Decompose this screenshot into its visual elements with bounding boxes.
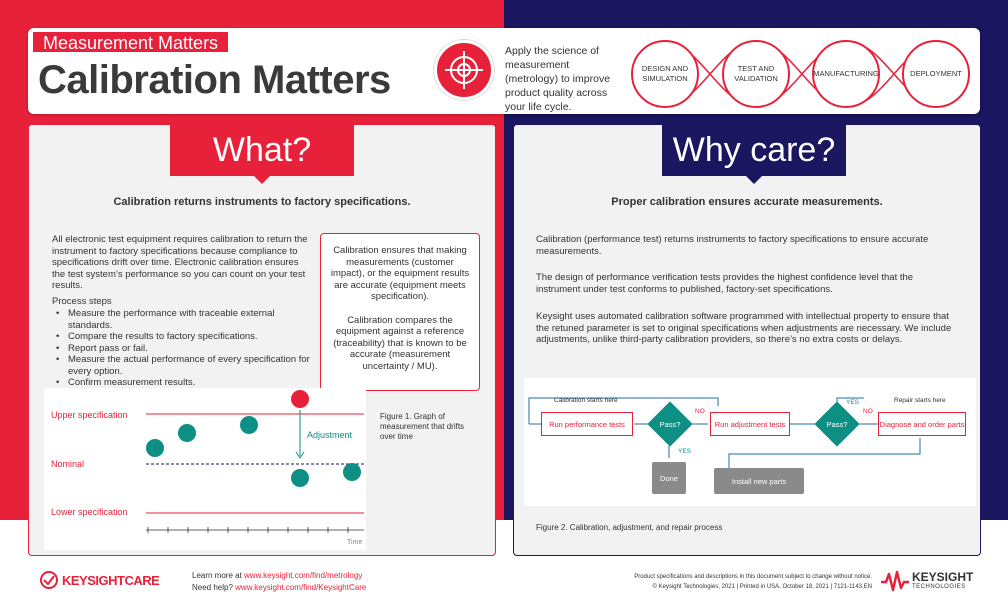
upper-spec-label: Upper specification [51, 410, 128, 420]
keysight-logo [880, 568, 980, 594]
why-para-1: Calibration (performance test) returns instruments to factory specifications to ensure accurate measurements. [536, 234, 929, 257]
keysight-wave-icon [880, 570, 910, 592]
out-of-spec-point [291, 390, 309, 408]
calib-start-label: Calibration starts here [554, 397, 618, 404]
what-heading: What? [170, 124, 354, 176]
why-para-2: The design of performance verification tests provides the highest confidence level that the instrument under test conforms to published, factory-set specifications. [536, 272, 914, 295]
footer-legal [580, 572, 872, 592]
adjusted-point [291, 469, 309, 487]
pass-label-1: Pass? [659, 420, 681, 429]
what-subheading: Calibration returns instruments to factory specifications. [113, 196, 411, 208]
no-label-1: NO [695, 408, 705, 415]
done-box: Done [652, 462, 686, 494]
footer-links [192, 570, 366, 594]
why-heading: Why care? [662, 124, 846, 176]
copyright-text: © Keysight Technologies, 2021 | Printed in USA, October 18, 2021 | 7121-1143.EN [652, 584, 872, 590]
metrology-link[interactable]: www.keysight.com/find/metrology [244, 571, 363, 580]
yes-label-1: YES [678, 448, 692, 455]
process-flowchart [524, 378, 976, 506]
lower-spec-label: Lower specification [51, 507, 128, 517]
callout-text-1: Calibration ensures that making measurements (customer impact), or the equipment results are accurate (equipment meets specification). [330, 245, 470, 302]
time-axis-label: Time [347, 539, 363, 546]
stage-test: TEST AND VALIDATION [722, 40, 790, 108]
run-performance-tests-box: Run performance tests [541, 412, 633, 436]
figure-1-caption: Figure 1. Graph of measurement that drifts over time [380, 412, 465, 441]
keysight-brand-name: KEYSIGHT [912, 570, 974, 584]
kicker-label: Measurement Matters [32, 31, 229, 53]
measurement-point [343, 463, 361, 481]
keysightcare-logo-icon [36, 570, 62, 590]
pass-label-2: Pass? [826, 420, 848, 429]
why-para-3: Keysight uses automated calibration software programmed with intellectual property to ensure that the retuned parameter is set to original specifications when adjustments are necessary. We include adjustments, unlike third-party calibration providers, so there’s no extra costs or delays. [536, 311, 952, 345]
repair-start-label: Repair starts here [894, 397, 946, 404]
drift-chart [44, 388, 366, 550]
callout-text-2: Calibration compares the equipment against a reference (traceability) that is known to be accurate (measurement uncertainty / MU). [333, 314, 467, 372]
keysightcare-link[interactable]: www.keysight.com/find/KeysightCare [235, 583, 367, 592]
measurement-point [146, 439, 164, 457]
nominal-label: Nominal [51, 459, 85, 469]
diagnose-box: Diagnose and order parts [878, 412, 966, 436]
tagline: Apply the science of measurement (metrology) to improve product quality across your life cycle. [505, 45, 611, 113]
calibration-callout [320, 233, 480, 391]
target-icon [434, 40, 494, 100]
stage-deployment: DEPLOYMENT [902, 40, 970, 108]
keysightcare-logo [36, 570, 176, 590]
list-item: • Measure the actual performance of every specification for every option. [52, 354, 314, 377]
measurement-point [240, 416, 258, 434]
steps-list [52, 308, 314, 389]
no-label-2: NO [863, 408, 873, 415]
need-help-prefix: Need help? [192, 583, 236, 592]
list-item: • Measure the performance with traceable external standards. [52, 308, 314, 331]
figure-2-caption: Figure 2. Calibration, adjustment, and repair process [536, 523, 723, 532]
what-intro: All electronic test equipment requires calibration to return the instrument to factory specifications because compliance to specifications drift over time. Electronic calibration ensures the test system’s performance so you can count on your test results. [52, 234, 308, 291]
list-item: • Compare the results to factory specifications. [52, 331, 314, 343]
keysight-brand-sub: TECHNOLOGIES [912, 584, 966, 590]
disclaimer-text: Product specifications and descriptions in this document subject to change without notice. [634, 574, 872, 580]
learn-more-prefix: Learn more at [192, 571, 245, 580]
adjustment-label: Adjustment [307, 430, 353, 440]
list-item: • Confirm measurement results. [52, 377, 314, 389]
install-parts-box: Install new parts [714, 468, 804, 494]
keysightcare-logo-text: KEYSIGHTCARE [62, 572, 160, 588]
stage-manufacturing: MANUFACTURING [812, 40, 880, 108]
list-item: • Report pass or fail. [52, 343, 314, 355]
run-adjustment-tests-box: Run adjustment tests [710, 412, 790, 436]
yes-label-2: YES [846, 399, 860, 406]
steps-label: Process steps [52, 296, 112, 307]
page-title: Calibration Matters [38, 58, 391, 102]
stage-design: DESIGN AND SIMULATION [631, 40, 699, 108]
measurement-point [178, 424, 196, 442]
why-subheading: Proper calibration ensures accurate measurements. [611, 196, 883, 208]
